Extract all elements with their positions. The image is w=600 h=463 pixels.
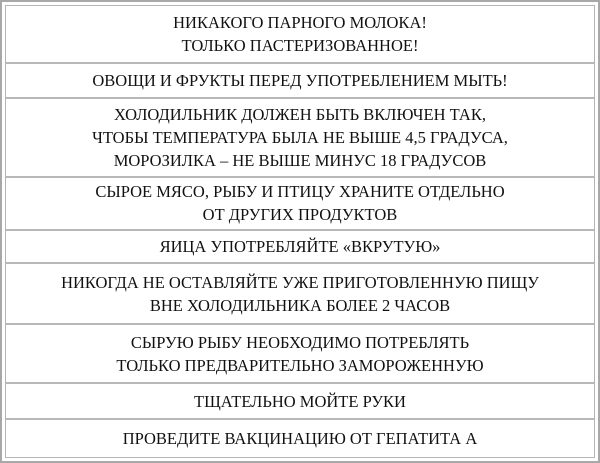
rule-row (6, 420, 594, 457)
rule-text-line: ТОЛЬКО ПАСТЕРИЗОВАННОЕ! (181, 35, 419, 55)
rule-text-line: ХОЛОДИЛЬНИК ДОЛЖЕН БЫТЬ ВКЛЮЧЕН ТАК, (114, 105, 486, 125)
rule-text-line: ОТ ДРУГИХ ПРОДУКТОВ (202, 205, 398, 225)
rule-text-line: СЫРУЮ РЫБУ НЕОБХОДИМО ПОТРЕБЛЯТЬ (130, 332, 470, 352)
rule-text-line: ЧТОБЫ ТЕМПЕРАТУРА БЫЛА НЕ ВЫШЕ 4,5 ГРАДУСА, (92, 128, 508, 148)
rule-text-line: НИКОГДА НЕ ОСТАВЛЯЙТЕ УЖЕ ПРИГОТОВЛЕННУЮ ПИЩУ (61, 272, 539, 292)
rules-table (5, 5, 595, 458)
rule-text-line: НИКАКОГО ПАРНОГО МОЛОКА! (173, 12, 427, 32)
rule-text-line: МОРОЗИЛКА – НЕ ВЫШЕ МИНУС 18 ГРАДУСОВ (113, 151, 487, 171)
rule-text-line: ВНЕ ХОЛОДИЛЬНИКА БОЛЕЕ 2 ЧАСОВ (149, 295, 451, 315)
rule-row (6, 264, 594, 325)
rule-row (6, 325, 594, 384)
rule-row (6, 231, 594, 264)
rule-text-line: ТЩАТЕЛЬНО МОЙТЕ РУКИ (194, 391, 406, 411)
rule-row (6, 6, 594, 64)
rule-text-line: ОВОЩИ И ФРУКТЫ ПЕРЕД УПОТРЕБЛЕНИЕМ МЫТЬ! (92, 71, 508, 91)
rule-text-line: ПРОВЕДИТЕ ВАКЦИНАЦИЮ ОТ ГЕПАТИТА А (122, 428, 478, 448)
rule-text-line: СЫРОЕ МЯСО, РЫБУ И ПТИЦУ ХРАНИТЕ ОТДЕЛЬНО (95, 182, 505, 202)
rule-text-line: ЯИЦА УПОТРЕБЛЯЙТЕ «ВКРУТУЮ» (159, 237, 441, 257)
rule-text-line: ТОЛЬКО ПРЕДВАРИТЕЛЬНО ЗАМОРОЖЕННУЮ (116, 355, 484, 375)
rule-row (6, 64, 594, 99)
rule-row (6, 99, 594, 178)
rule-row (6, 384, 594, 419)
rule-row (6, 178, 594, 231)
